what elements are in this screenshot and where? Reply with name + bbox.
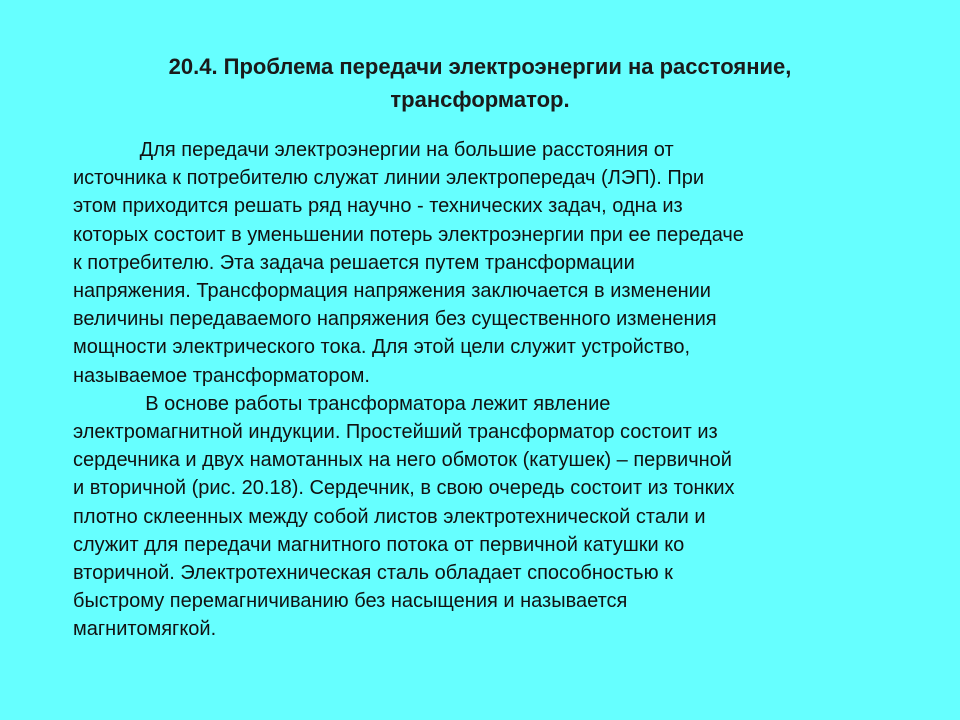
paragraph-line: электромагнитной индукции. Простейший трансформатор состоит из [73, 421, 718, 444]
paragraph-line: напряжения. Трансформация напряжения заключается в изменении [73, 280, 711, 303]
body-text [73, 136, 893, 644]
paragraph-line: сердечника и двух намотанных на него обмоток (катушек) – первичной [73, 449, 732, 472]
paragraph-line: и вторичной (рис. 20.18). Сердечник, в свою очередь состоит из тонких [73, 477, 735, 500]
paragraph-line: которых состоит в уменьшении потерь электроэнергии при ее передаче [73, 223, 744, 246]
paragraph-line: быстрому перемагничиванию без насыщения и называется [73, 590, 628, 613]
paragraph-line: служит для передачи магнитного потока от первичной катушки ко [73, 533, 685, 556]
paragraph-line: магнитомягкой. [73, 618, 217, 641]
title-line: трансформатор. [390, 87, 570, 112]
paragraph-line: величины передаваемого напряжения без существенного изменения [73, 308, 717, 331]
paragraph-line: источника к потребителю служат линии электропередач (ЛЭП). При [73, 167, 705, 190]
paragraph-line: плотно склеенных между собой листов электротехнической стали и [73, 505, 706, 528]
paragraph-line: В основе работы трансформатора лежит явление [73, 392, 611, 415]
paragraph-line: Для передачи электроэнергии на большие расстояния от [73, 139, 674, 161]
paragraph-line: к потребителю. Эта задача решается путем трансформации [73, 251, 635, 274]
paragraph-line: мощности электрического тока. Для этой цели служит устройство, [73, 336, 691, 359]
slide-title [60, 50, 900, 116]
title-line: 20.4. Проблема передачи электроэнергии на расстояние, [168, 54, 792, 79]
paragraph-line: этом приходится решать ряд научно - технических задач, одна из [73, 195, 683, 218]
paragraph-line: называемое трансформатором. [73, 364, 370, 387]
paragraph-line: вторичной. Электротехническая сталь обладает способностью к [73, 562, 673, 585]
